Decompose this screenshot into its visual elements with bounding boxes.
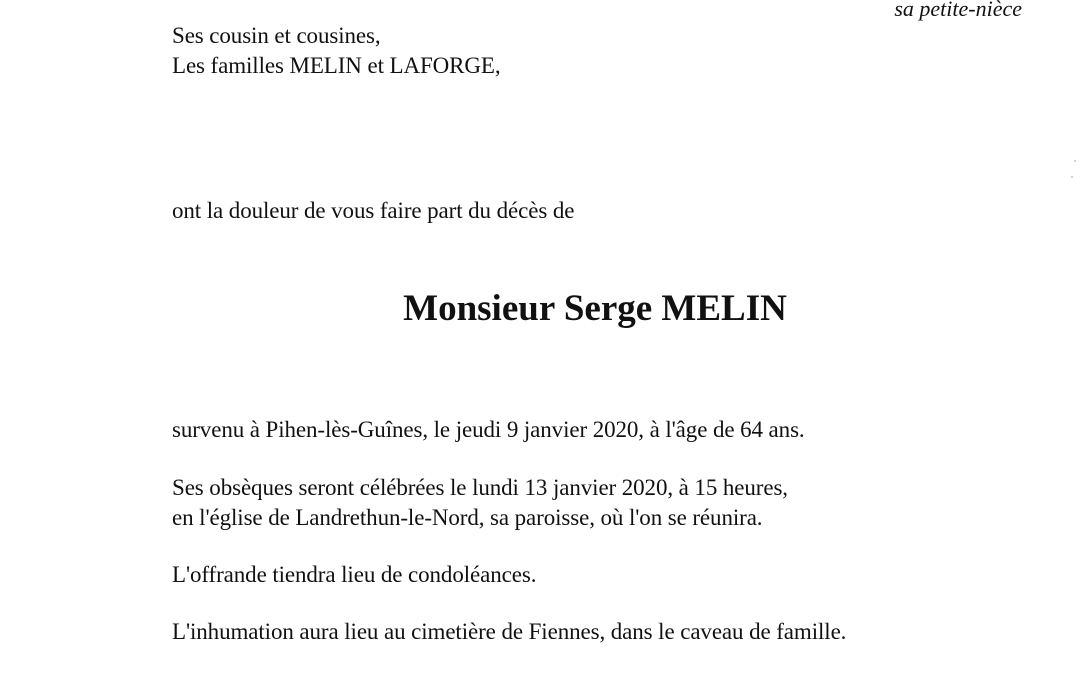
announcement-intro: ont la douleur de vous faire part du décès de <box>172 198 575 223</box>
burial-line: L'inhumation aura lieu au cimetière de Fiennes, dans le caveau de famille. <box>172 619 847 644</box>
deceased-name: Monsieur Serge MELIN <box>403 288 787 329</box>
scan-speck <box>1071 176 1073 178</box>
family-line-families: Les familles MELIN et LAFORGE, <box>172 53 501 78</box>
offering-line: L'offrande tiendra lieu de condoléances. <box>172 562 537 587</box>
funeral-place-line: en l'église de Landrethun-le-Nord, sa paroisse, où l'on se réunira. <box>172 505 763 530</box>
death-details: survenu à Pihen-lès-Guînes, le jeudi 9 janvier 2020, à l'âge de 64 ans. <box>172 417 805 442</box>
relation-note: sa petite-nièce <box>894 0 1022 21</box>
family-line-cousins: Ses cousin et cousines, <box>172 23 381 48</box>
scan-speck <box>1074 160 1076 162</box>
funeral-date-line: Ses obsèques seront célébrées le lundi 13 janvier 2020, à 15 heures, <box>172 475 788 500</box>
